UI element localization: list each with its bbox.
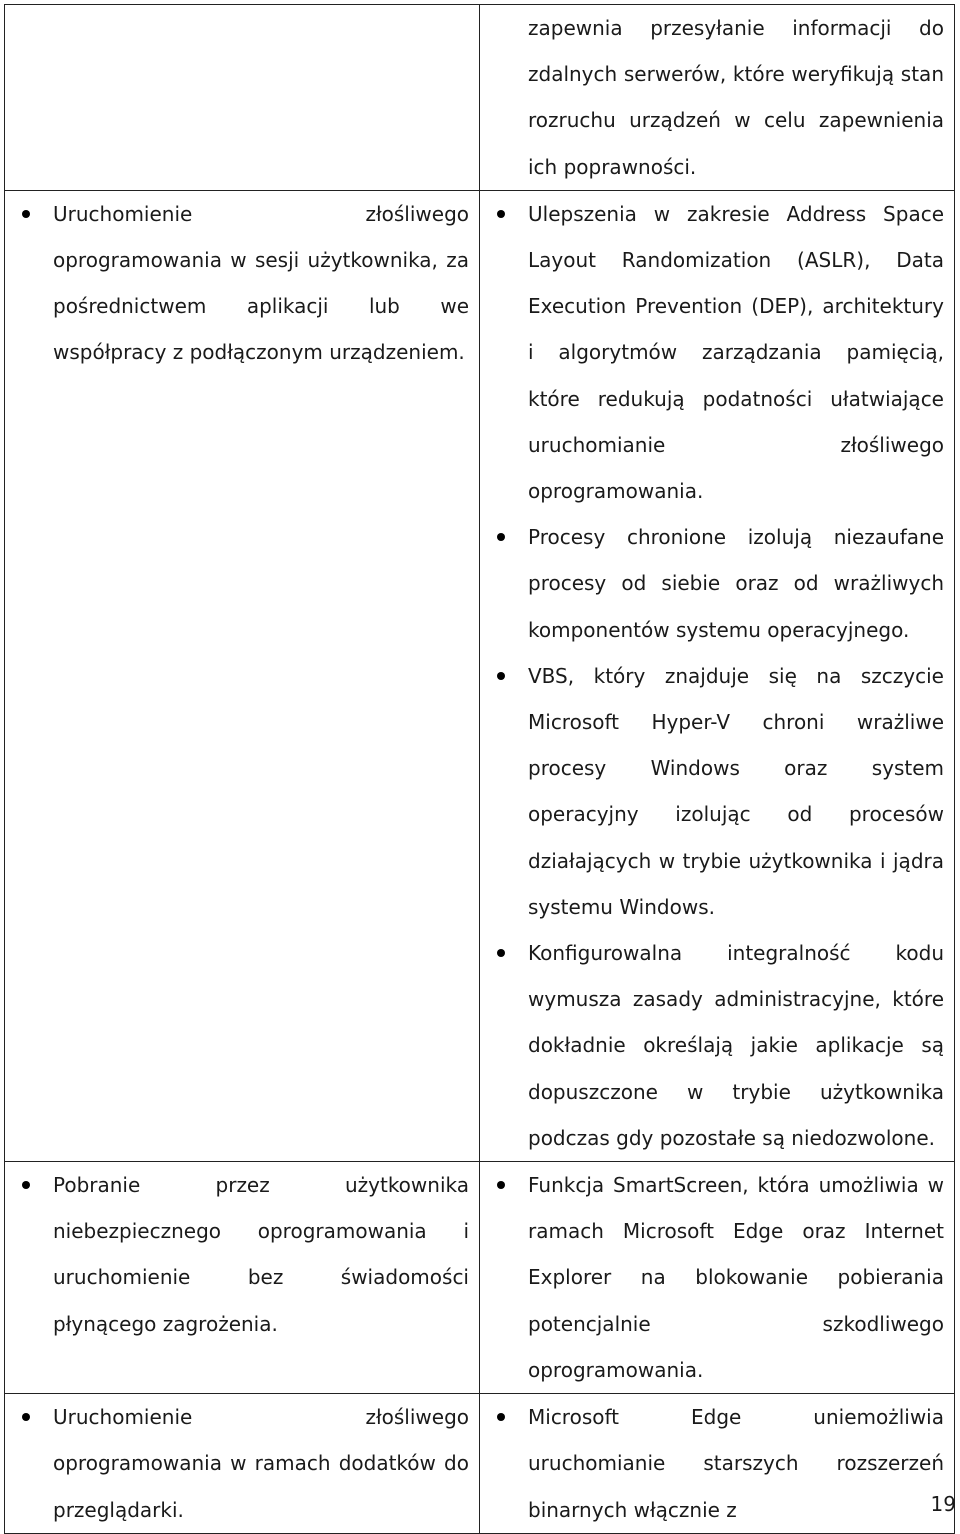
- table-row: [5, 190, 955, 1161]
- bullet-icon: [22, 1413, 30, 1421]
- bullet-icon: [497, 672, 505, 680]
- bullet-icon: [497, 210, 505, 218]
- mitigation-cell: [480, 1162, 955, 1394]
- mitigation-item-text: Funkcja SmartScreen, która umożliwia w ramach Microsoft Edge oraz Internet Explorer na blokowanie pobierania potencjalnie szkodliwego oprogramowania.: [528, 1173, 944, 1382]
- threat-mitigation-table: [4, 4, 955, 1534]
- page-number: 19: [930, 1492, 956, 1516]
- mitigation-item-text: Ulepszenia w zakresie Address Space Layout Randomization (ASLR), Data Execution Prevention (DEP), architektury i algorytmów zarządzania pamięcią, które redukują podatności ułatwiające uruchomianie złośliwego oprogramowania.: [528, 201, 944, 504]
- table-row: [5, 1162, 955, 1394]
- mitigation-item-text: Procesy chronione izolują niezaufane procesy od siebie oraz od wrażliwych komponentów systemu operacyjnego.: [528, 525, 944, 642]
- threat-item-text: Uruchomienie złośliwego oprogramowania w ramach dodatków do przeglądarki.: [53, 1405, 469, 1522]
- table-row: [5, 5, 955, 191]
- mitigation-item-text: Konfigurowalna integralność kodu wymusza zasady administracyjne, które dokładnie określają jakie aplikacje są dopuszczone w trybie użytkownika podczas gdy pozostałe są niedozwolone.: [528, 941, 944, 1150]
- threat-cell: [5, 1394, 480, 1534]
- threat-item: [53, 191, 469, 376]
- bullet-icon: [497, 533, 505, 541]
- mitigation-cell: [480, 1394, 955, 1534]
- bullet-icon: [497, 1181, 505, 1189]
- threat-cell: [5, 1162, 480, 1394]
- table-row: [5, 1394, 955, 1534]
- mitigation-cell: [480, 190, 955, 1161]
- mitigation-item: [528, 653, 944, 930]
- threat-item-text: Uruchomienie złośliwego oprogramowania w sesji użytkownika, za pośrednictwem aplikacji lub we współpracy z podłączonym urządzeniem.: [53, 201, 469, 365]
- threat-item: [53, 1394, 469, 1533]
- mitigation-item-text: VBS, który znajduje się na szczycie Microsoft Hyper-V chroni wrażliwe procesy Windows oraz system operacyjny izolując od procesów działających w trybie użytkownika i jądra systemu Windows.: [528, 663, 944, 919]
- mitigation-cell: [480, 5, 955, 191]
- threat-item: [53, 1162, 469, 1347]
- mitigation-item: [528, 930, 944, 1161]
- mitigation-item: [528, 1394, 944, 1533]
- bullet-icon: [497, 1413, 505, 1421]
- mitigation-item: [528, 1162, 944, 1393]
- threat-item-text: Pobranie przez użytkownika niebezpiecznego oprogramowania i uruchomienie bez świadomości płynącego zagrożenia.: [53, 1173, 469, 1336]
- mitigation-item: [528, 191, 944, 514]
- mitigation-item-text: Microsoft Edge uniemożliwia uruchomianie starszych rozszerzeń binarnych włącznie z: [528, 1405, 944, 1522]
- threat-cell: [5, 190, 480, 1161]
- bullet-icon: [497, 949, 505, 957]
- threat-cell: [5, 5, 480, 191]
- mitigation-text: zapewnia przesyłanie informacji do zdalnych serwerów, które weryfikują stan rozruchu urządzeń w celu zapewnienia ich poprawności.: [528, 16, 944, 179]
- bullet-icon: [22, 210, 30, 218]
- bullet-icon: [22, 1181, 30, 1189]
- mitigation-item: [528, 514, 944, 653]
